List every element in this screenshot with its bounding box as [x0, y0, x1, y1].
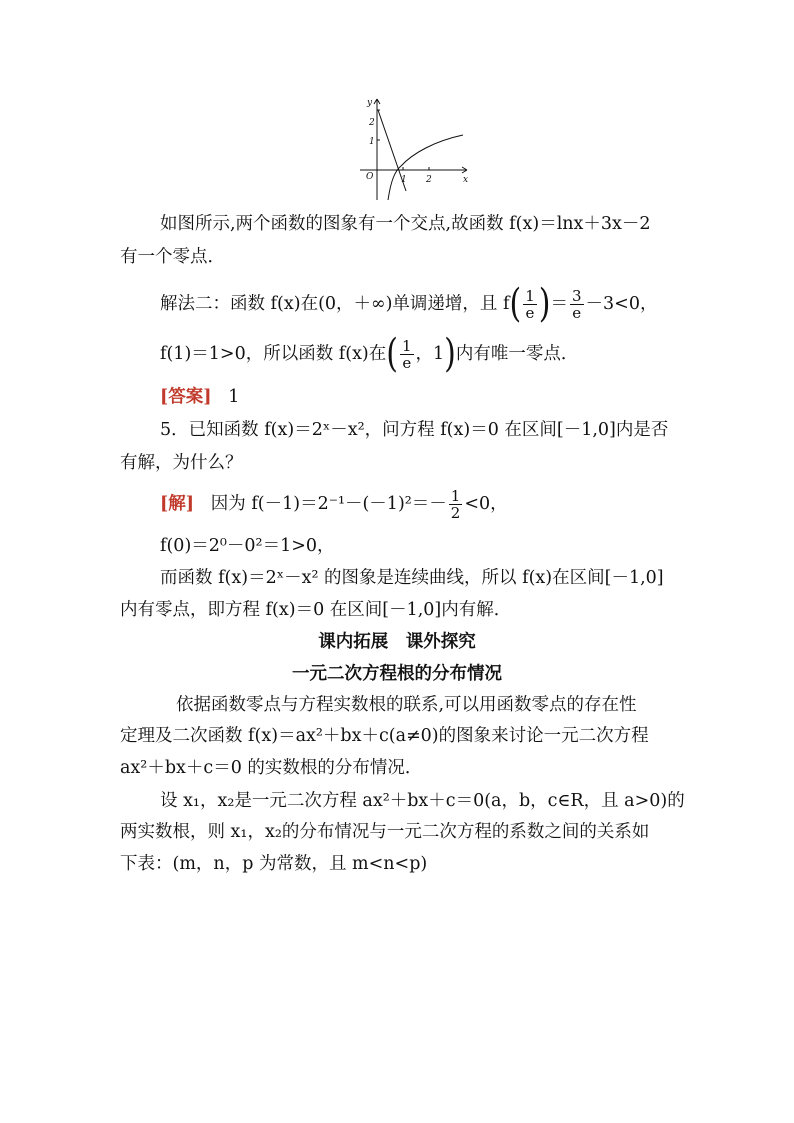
answer-value: 1: [228, 387, 240, 407]
frac-den: e: [402, 354, 412, 372]
paren-right: ): [444, 331, 456, 377]
method2-text-c: －3<0，: [585, 294, 658, 314]
paren-right: ): [538, 281, 551, 327]
method2-line1: [160, 281, 658, 327]
q5-line2: 有解，为什么？: [120, 453, 243, 473]
para3-line3: 下表：(m，n，p 为常数，且 m<n<p): [120, 854, 428, 874]
origin-label: O: [366, 172, 374, 182]
tick-x2-label: 2: [426, 175, 432, 185]
para3-line1: 设 x₁，x₂是一元二次方程 ax²＋bx＋c＝0(a，b，c∈R，且 a>0)的: [160, 791, 685, 811]
ln-curve: [388, 135, 463, 200]
frac-den: e: [572, 304, 582, 322]
frac-num: 3: [571, 287, 582, 305]
para3-line2: 两实数根，则 x₁，x₂的分布情况与一元二次方程的系数之间的关系如: [120, 822, 650, 842]
method2-l2-text-a: f(1)＝1>0，所以函数 f(x)在: [160, 344, 387, 364]
function-graph: [355, 95, 475, 205]
paren-left: (: [509, 281, 522, 327]
answer-line: [160, 385, 239, 409]
method2-line2: [160, 331, 579, 377]
q5-line1: 5．已知函数 f(x)＝2ˣ－x²，问方程 f(x)＝0 在区间[－1,0]内是否: [160, 420, 669, 440]
fraction-1-over-e: [400, 338, 414, 371]
fraction-3-over-e: [570, 288, 584, 321]
solution-line4: 内有零点，即方程 f(x)＝0 在区间[－1,0]内有解．: [120, 600, 512, 620]
para1-line2: 有一个零点．: [120, 247, 225, 267]
solution-line3: 而函数 f(x)＝2ˣ－x² 的图象是连续曲线，所以 f(x)在区间[－1,0]: [160, 568, 664, 588]
solution-line2: f(0)＝2⁰－0²＝1>0，: [160, 536, 335, 556]
sub-title: 一元二次方程根的分布情况: [292, 664, 502, 684]
para2-line3: ax²＋bx＋c＝0 的实数根的分布情况．: [120, 758, 423, 778]
solution-tag: [解]: [160, 494, 195, 514]
x-axis-label: x: [463, 175, 469, 185]
para2-line2: 定理及二次函数 f(x)＝ax²＋bx＋c(a≠0)的图象来讨论一元二次方程: [120, 726, 649, 746]
frac-den: 2: [450, 504, 461, 522]
paren-left: (: [386, 331, 398, 377]
solution-text-b: <0，: [464, 494, 508, 514]
frac-den: e: [525, 304, 535, 322]
method2-l2-text-c: 内有唯一零点．: [455, 344, 579, 364]
method2-l2-text-b: ，1: [415, 344, 445, 364]
para1-line1: 如图所示,两个函数的图象有一个交点,故函数 f(x)＝lnx＋3x－2: [160, 214, 651, 234]
section-title: 课内拓展 课外探究: [318, 632, 476, 652]
answer-tag: [答案]: [160, 387, 212, 407]
tick-y1-label: 1: [369, 137, 375, 147]
tick-y2-label: 2: [369, 118, 375, 128]
method2-text-b: ＝: [550, 294, 568, 314]
method2-text-a: 解法二：函数 f(x)在(0，＋∞)单调递增，且 f: [160, 294, 510, 314]
frac-num: 1: [525, 287, 535, 305]
frac-num: 1: [401, 337, 412, 355]
solution-line1: [160, 488, 508, 521]
y-axis-label: y: [367, 98, 373, 108]
fraction-1-over-e: [523, 288, 537, 321]
para2-line1: 依据函数零点与方程实数根的联系,可以用函数零点的存在性: [176, 695, 637, 715]
frac-num: 1: [450, 487, 461, 505]
solution-text-a: 因为 f(－1)＝2⁻¹－(－1)²＝－: [210, 494, 447, 514]
fraction-1-over-2: [449, 488, 463, 521]
tick-x1-label: 1: [401, 175, 407, 185]
